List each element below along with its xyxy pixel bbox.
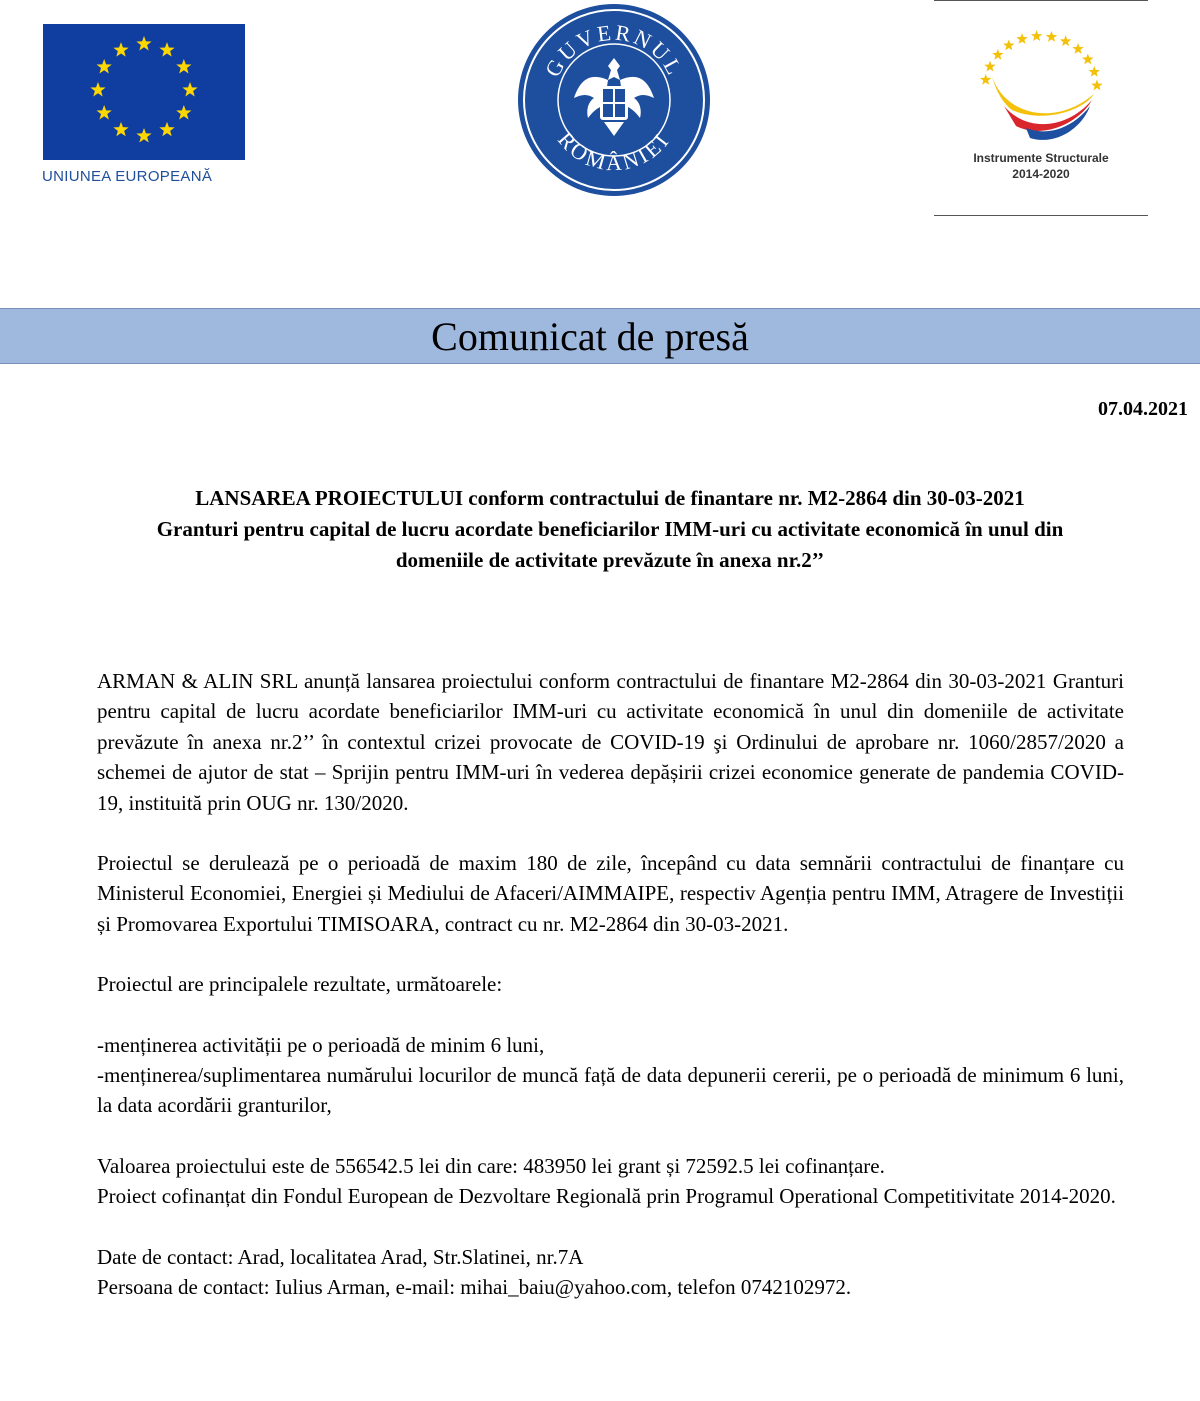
is-star-icon <box>1031 30 1042 41</box>
contact-address: Date de contact: Arad, localitatea Arad, Str.Slatinei, nr.7A <box>97 1244 584 1269</box>
eu-star-icon <box>90 82 105 96</box>
eu-star-icon <box>97 105 112 119</box>
page-title: Comunicat de presă <box>431 314 749 359</box>
results-list <box>97 1030 1124 1121</box>
paragraph-results-intro: Proiectul are principalele rezultate, următoarele: <box>97 972 503 997</box>
heading-line-1: LANSAREA PROIECTULUI conform contractului de finantare nr. M2-2864 din 30-03-2021 <box>195 486 1025 510</box>
cofinancing-statement: Proiect cofinanțat din Fondul European de Dezvoltare Regională prin Programul Operational Competitivitate 2014-2020. <box>97 1184 1116 1209</box>
eu-star-icon <box>182 82 197 96</box>
press-release-date: 07.04.2021 <box>1098 398 1188 420</box>
paragraph-announcement: ARMAN & ALIN SRL anunță lansarea proiectului conform contractului de finantare M2-2864 din 30-03-2021 Granturi pentru capital de lucru acordate beneficiarilor IMM-uri cu activitate economică în unul din domeniile de activitate prevăzute în anexa nr.2’’ în contextul crizei provocate de COVID-19 şi Ordinului de aprobare nr. 1060/2857/2020 a schemei de ajutor de stat – Sprijin pentru IMM-uri în vederea depășirii crizei economice generate de pandemia COVID-19, instituită prin OUG nr. 130/2020. <box>97 669 1124 815</box>
seal-text-top: GUVERNUL <box>539 19 689 82</box>
is-star-icon <box>1072 43 1083 54</box>
is-star-icon <box>992 49 1003 60</box>
paragraph-duration: Proiectul se derulează pe o perioadă de maxim 180 de zile, începând cu data semnării contractului de finanțare cu Ministerul Economiei, Energiei și Mediului de Afaceri/AIMMAIPE, respectiv Agenția pentru IMM, Atragere de Investiții și Promovarea Exportului TIMISOARA, contract cu nr. M2-2864 din 30-03-2021. <box>97 851 1124 936</box>
result-item-1: -menținerea activității pe o perioadă de minim 6 luni, <box>97 1032 545 1057</box>
government-seal <box>516 2 712 198</box>
funding-section <box>97 1151 1124 1212</box>
is-star-icon <box>1082 53 1093 64</box>
eu-star-icon <box>176 105 191 119</box>
eu-flag <box>43 24 245 160</box>
seal-text-bottom: ROMÂNIEI <box>553 126 675 176</box>
project-value: Valoarea proiectului este de 556542.5 lei din care: 483950 lei grant și 72592.5 lei cofinanțare. <box>97 1153 885 1178</box>
eu-stars-icon <box>43 24 245 160</box>
eu-star-icon <box>113 42 128 56</box>
eu-star-icon <box>136 128 151 142</box>
eu-star-icon <box>113 122 128 136</box>
is-star-icon <box>1089 66 1100 77</box>
logo-bottom-rule <box>934 215 1148 216</box>
is-caption-line1: Instrumente Structurale <box>973 151 1109 165</box>
eu-star-icon <box>159 42 174 56</box>
is-star-icon <box>1003 39 1014 50</box>
eu-star-icon <box>159 122 174 136</box>
logo-top-rule <box>934 0 1148 1</box>
structural-instruments-logo <box>934 0 1150 218</box>
contact-section <box>97 1242 1124 1303</box>
eu-logo <box>40 20 250 190</box>
is-star-icon <box>1046 31 1057 42</box>
contact-person: Persoana de contact: Iulius Arman, e-mail: mihai_baiu@yahoo.com, telefon 0742102972. <box>97 1275 852 1300</box>
heading-line-3: domeniile de activitate prevăzute în anexa nr.2’’ <box>395 548 825 572</box>
eu-star-icon <box>136 36 151 50</box>
is-caption-line2: 2014-2020 <box>1012 167 1070 181</box>
eu-caption: UNIUNEA EUROPEANĂ <box>42 168 213 185</box>
structural-instruments-icon <box>934 14 1148 154</box>
title-band <box>0 308 1200 364</box>
is-star-icon <box>984 61 995 72</box>
press-release-body <box>97 666 1124 1333</box>
government-seal-icon <box>516 2 712 198</box>
result-item-2: -menținerea/suplimentarea numărului locurilor de muncă față de data depunerii cererii, pe o perioadă de minimum 6 luni, la data acordării granturilor, <box>97 1063 1124 1118</box>
eu-star-icon <box>176 59 191 73</box>
is-star-icon <box>980 74 991 85</box>
is-star-icon <box>1060 35 1071 46</box>
is-star-icon <box>1016 33 1027 44</box>
heading-line-2: Granturi pentru capital de lucru acordate beneficiarilor IMM-uri cu activitate economică în unul din <box>156 517 1064 541</box>
is-star-icon <box>1091 80 1102 91</box>
project-heading <box>20 483 1200 576</box>
structural-instruments-caption <box>934 150 1148 182</box>
eu-star-icon <box>97 59 112 73</box>
